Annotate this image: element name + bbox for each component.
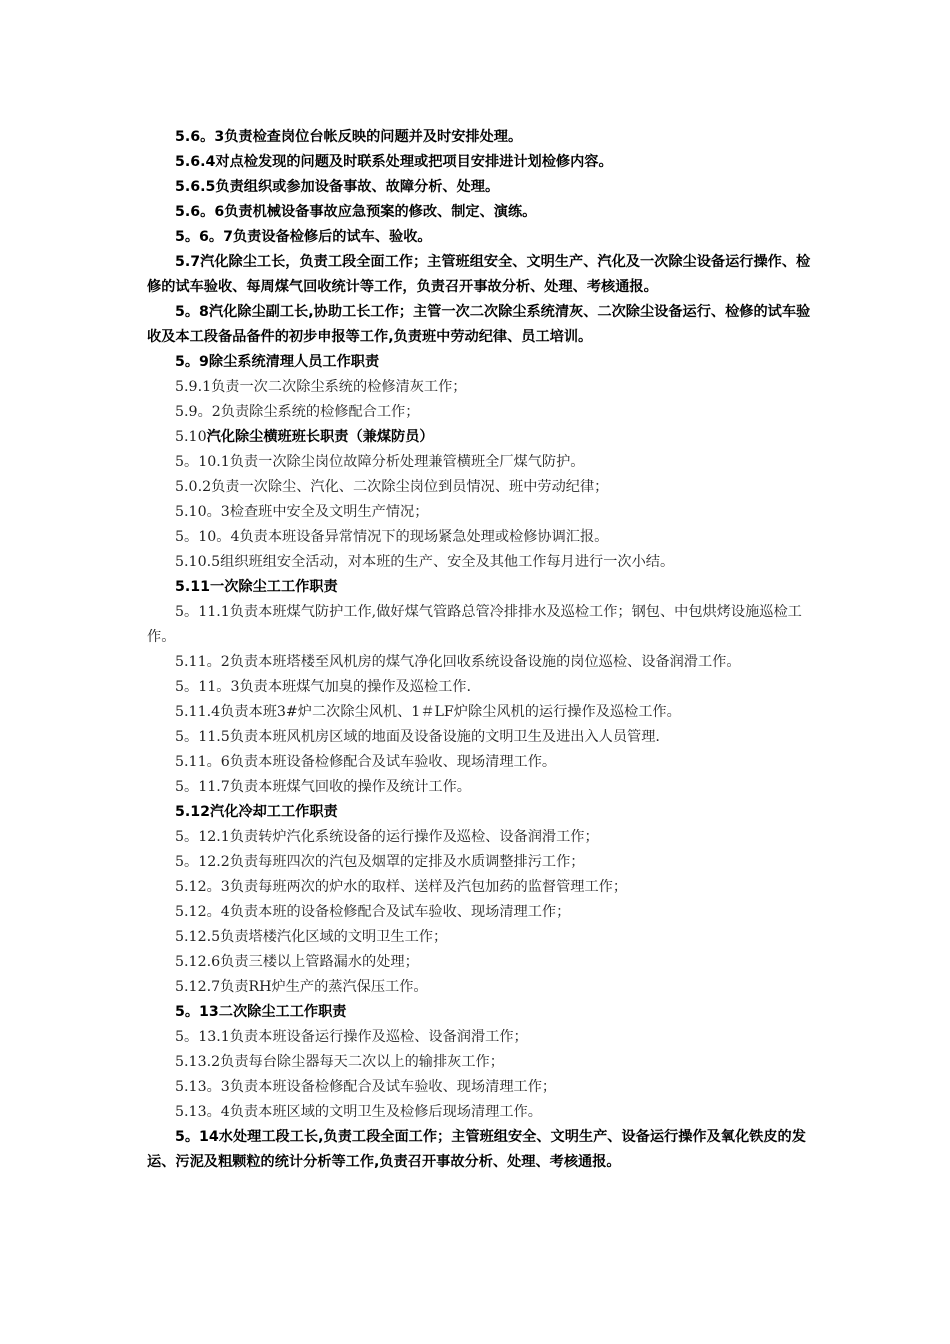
paragraph-1: 5.6。3负责检查岗位台帐反映的问题并及时安排处理。 — [175, 129, 523, 145]
paragraph-11 — [147, 425, 815, 450]
paragraph-5: 5。6。7负责设备检修后的试车、验收。 — [175, 229, 432, 245]
paragraph-21: 5.11.4负责本班3#炉二次除尘风机、1＃LF炉除尘风机的运行操作及巡检工作。 — [175, 704, 681, 720]
paragraph-24: 5。11.7负责本班煤气回收的操作及统计工作。 — [175, 779, 471, 795]
paragraph-31: 5.12.6负责三楼以上管路漏水的处理； — [175, 954, 419, 970]
paragraph-26: 5。12.1负责转炉汽化系统设备的运行操作及巡检、设备润滑工作； — [175, 829, 599, 845]
paragraph-37: 5.13。4负责本班区域的文明卫生及检修后现场清理工作。 — [175, 1104, 542, 1120]
paragraph-35: 5.13.2负责每台除尘器每天二次以上的输排灰工作； — [175, 1054, 504, 1070]
paragraph-10: 5.9。2负责除尘系统的检修配合工作； — [175, 404, 420, 420]
paragraph-heading: 汽化除尘横班班长职责（兼煤防员） — [206, 429, 434, 445]
paragraph-18: 5。11.1负责本班煤气防护工作,做好煤气管路总管冷排排水及巡检工作；钢包、中包烘烤设施巡检工作。 — [147, 604, 802, 645]
paragraph-15: 5。10。4负责本班设备异常情况下的现场紧急处理或检修协调汇报。 — [175, 529, 609, 545]
paragraph-13: 5.0.2负责一次除尘、汽化、二次除尘岗位到员情况、班中劳动纪律； — [175, 479, 609, 495]
paragraph-14: 5.10。3检查班中安全及文明生产情况； — [175, 504, 429, 520]
paragraph-38: 5。14水处理工段工长,负责工段全面工作；主管班组安全、文明生产、设备运行操作及氧化铁皮的发运、污泥及粗颗粒的统计分析等工作,负责召开事故分析、处理、考核通报。 — [147, 1129, 806, 1170]
paragraph-3: 5.6.5负责组织或参加设备事故、故障分析、处理。 — [175, 179, 500, 195]
paragraph-7: 5。8汽化除尘副工长,协助工长工作；主管一次二次除尘系统清灰、二次除尘设备运行、检修的试车验收及本工段备品备件的初步申报等工作,负责班中劳动纪律、员工培训。 — [147, 304, 811, 345]
document-page — [147, 125, 815, 1175]
paragraph-2: 5.6.4对点检发现的问题及时联系处理或把项目安排进计划检修内容。 — [175, 154, 613, 170]
paragraph-12: 5。10.1负责一次除尘岗位故障分析处理兼管横班全厂煤气防护。 — [175, 454, 585, 470]
paragraph-22: 5。11.5负责本班风机房区域的地面及设备设施的文明卫生及进出入人员管理. — [175, 729, 660, 745]
paragraph-30: 5.12.5负责塔楼汽化区域的文明卫生工作； — [175, 929, 448, 945]
paragraph-6: 5.7汽化除尘工长，负责工段全面工作；主管班组安全、文明生产、汽化及一次除尘设备运行操作、检修的试车验收、每周煤气回收统计等工作，负责召开事故分析、处理、考核通报。 — [147, 254, 811, 295]
paragraph-9: 5.9.1负责一次二次除尘系统的检修清灰工作； — [175, 379, 467, 395]
paragraph-23: 5.11。6负责本班设备检修配合及试车验收、现场清理工作。 — [175, 754, 557, 770]
paragraph-8: 5。9除尘系统清理人员工作职责 — [175, 354, 380, 370]
paragraph-17: 5.11一次除尘工工作职责 — [175, 579, 338, 595]
paragraph-28: 5.12。3负责每班两次的炉水的取样、送样及汽包加药的监督管理工作； — [175, 879, 628, 895]
paragraph-16: 5.10.5组织班组安全活动，对本班的生产、安全及其他工作每月进行一次小结。 — [175, 554, 675, 570]
paragraph-27: 5。12.2负责每班四次的汽包及烟罩的定排及水质调整排污工作； — [175, 854, 585, 870]
paragraph-36: 5.13。3负责本班设备检修配合及试车验收、现场清理工作； — [175, 1079, 557, 1095]
paragraph-19: 5.11。2负责本班塔楼至风机房的煤气净化回收系统设备设施的岗位巡检、设备润滑工作。 — [175, 654, 741, 670]
paragraph-4: 5.6。6负责机械设备事故应急预案的修改、制定、演练。 — [175, 204, 537, 220]
paragraph-20: 5。11。3负责本班煤气加臭的操作及巡检工作. — [175, 679, 471, 695]
paragraph-32: 5.12.7负责RH炉生产的蒸汽保压工作。 — [175, 979, 428, 995]
paragraph-29: 5.12。4负责本班的设备检修配合及试车验收、现场清理工作； — [175, 904, 571, 920]
paragraph-33: 5。13二次除尘工工作职责 — [175, 1004, 347, 1020]
paragraph-25: 5.12汽化冷却工工作职责 — [175, 804, 338, 820]
paragraph-34: 5。13.1负责本班设备运行操作及巡检、设备润滑工作； — [175, 1029, 528, 1045]
paragraph-number: 5.10 — [175, 429, 207, 445]
